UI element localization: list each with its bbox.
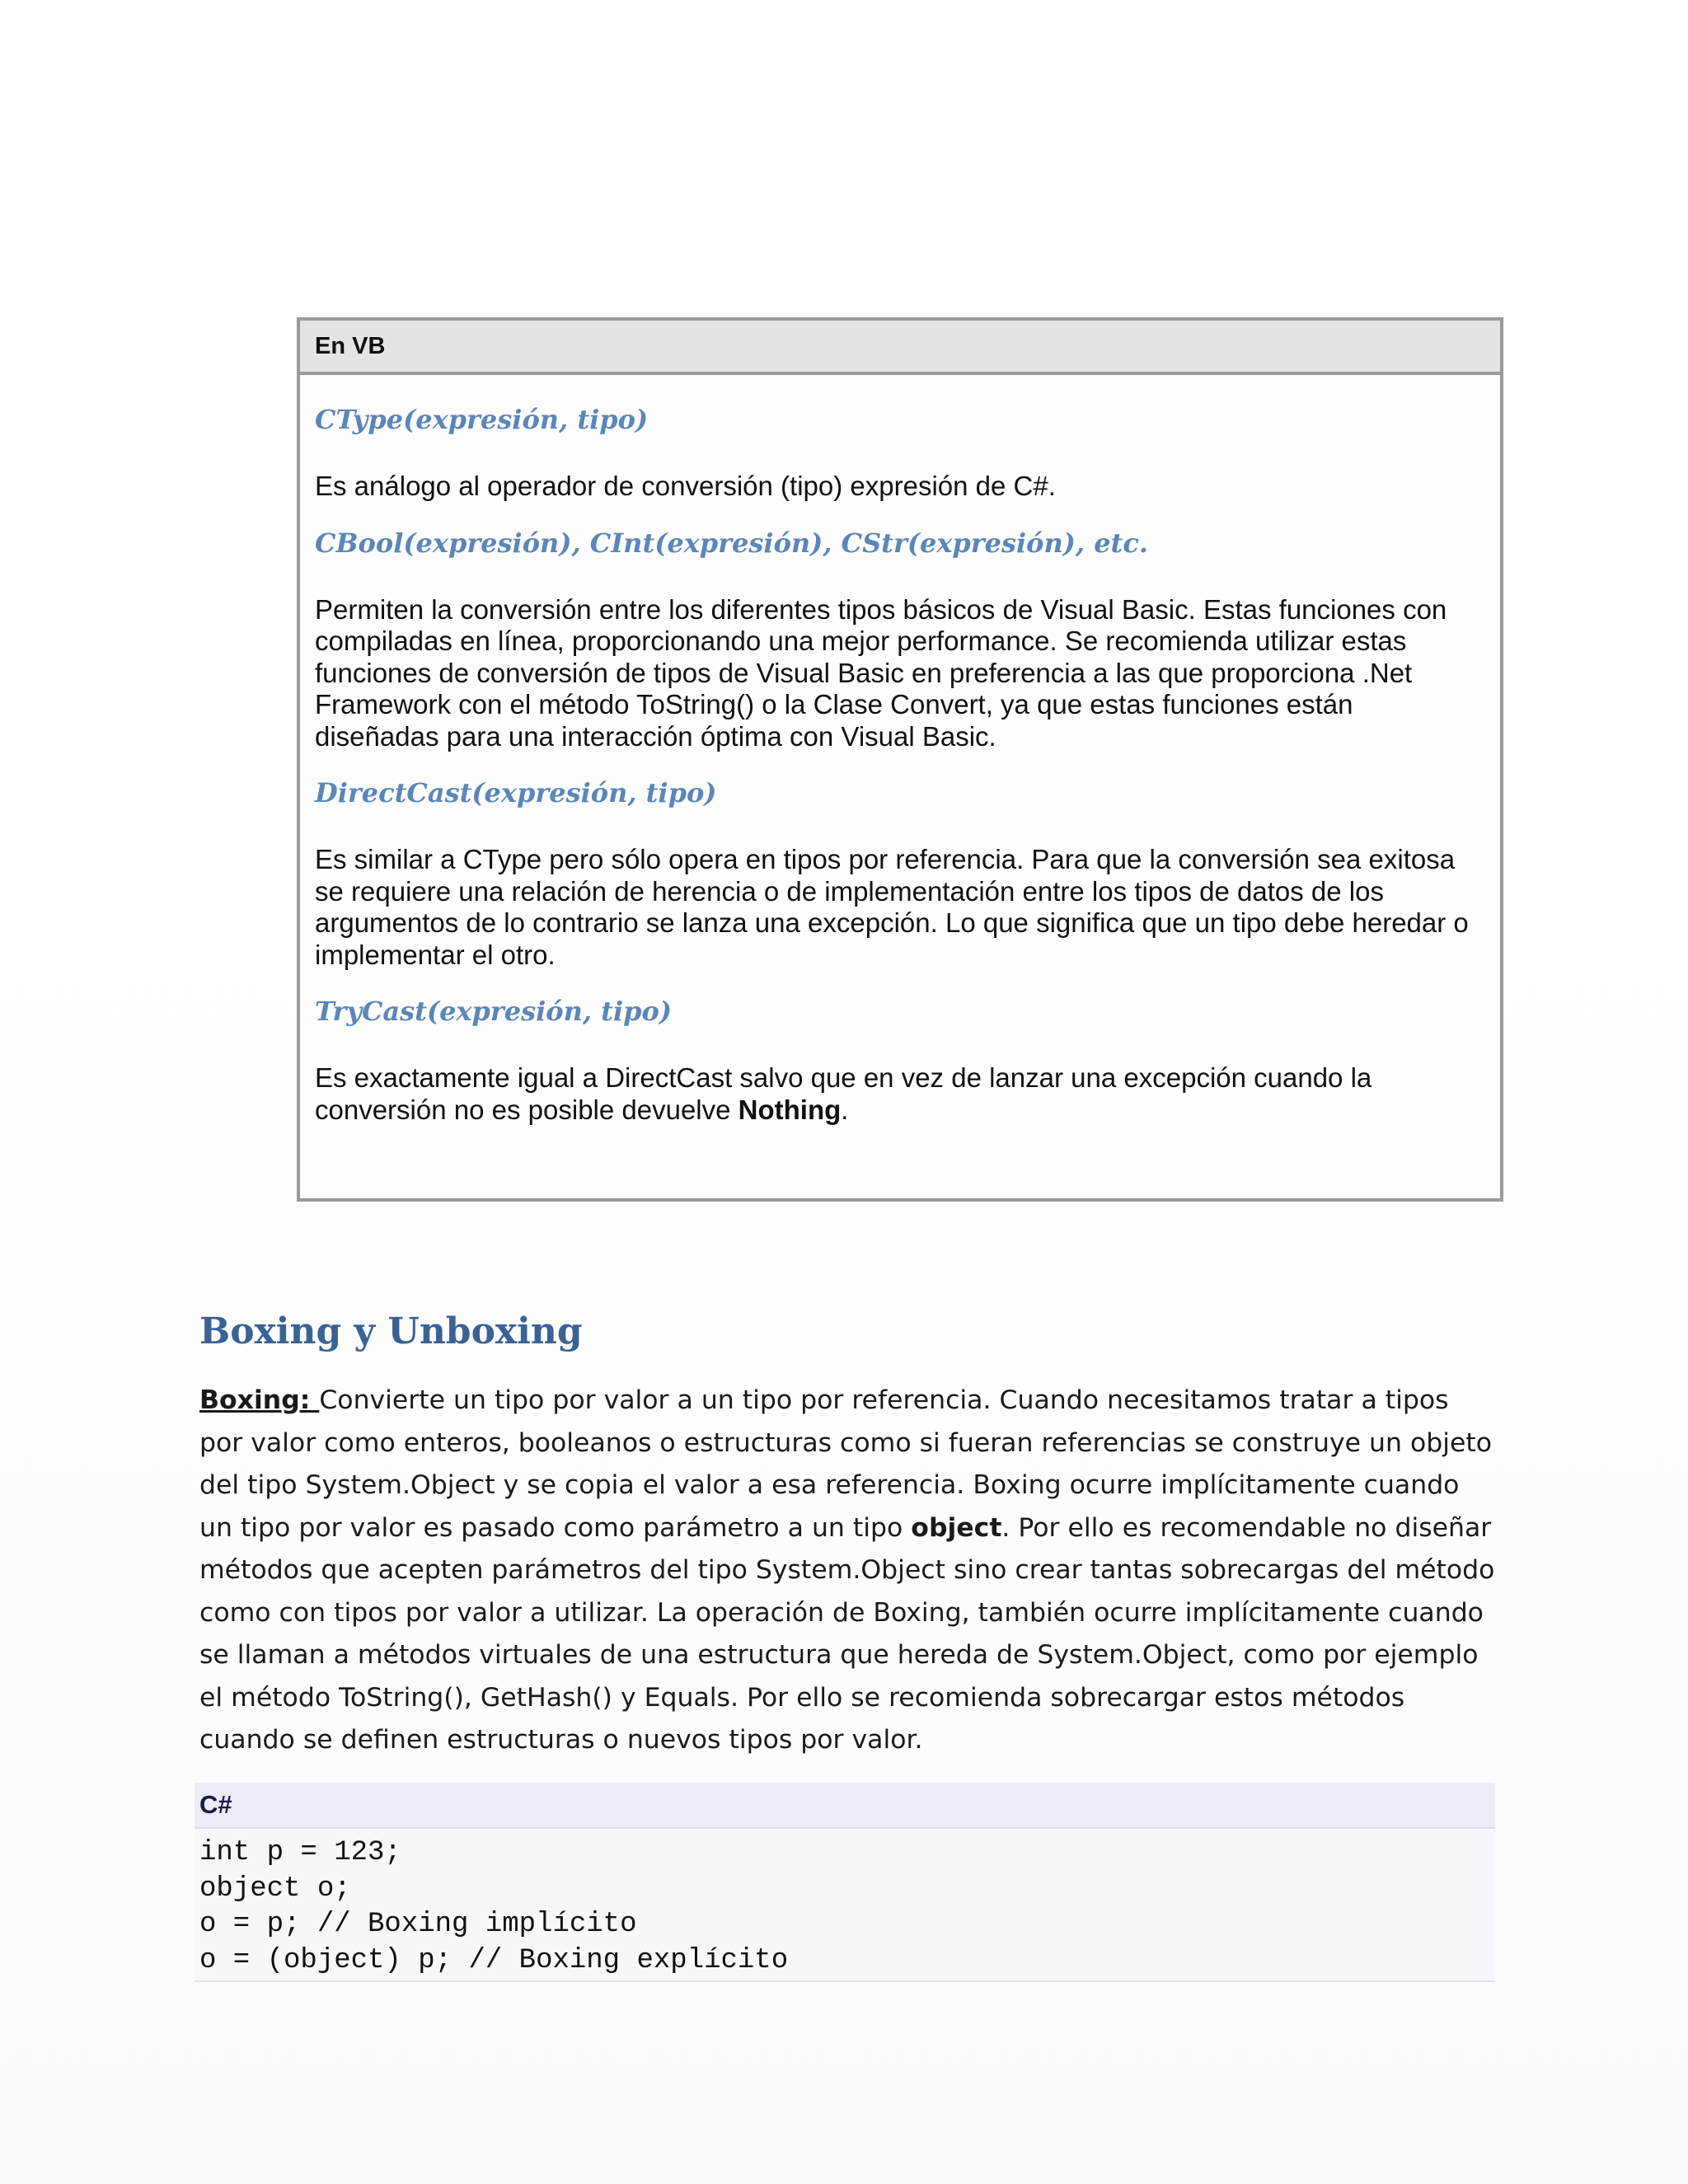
ctype-description: Es análogo al operador de conversión (tipo) expresión de C#. — [315, 471, 1056, 501]
trycast-nothing-keyword: Nothing — [738, 1094, 842, 1125]
code-line: object o; — [199, 1872, 351, 1905]
boxing-text-part1: Convierte un tipo por valor a un tipo por referencia. Cuando necesitamos tratar a tipos por valor como enteros, booleanos o estructuras como si fueran referencias se construye un objeto del tipo System.Object y se copia el valor a esa referencia. Boxing ocurre implícitamente cuando un tipo por valor es pasado como parámetro a un tipo — [199, 1385, 1493, 1543]
code-line: int p = 123; — [199, 1837, 401, 1868]
directcast-title: DirectCast(expresión, tipo) — [315, 777, 717, 808]
directcast-description: Es similar a CType pero sólo opera en tipos por referencia. Para que la conversión sea exitosa se requiere una relación de herencia o de implementación entre los tipos de datos de los argumentos de lo contrario se lanza una excepción. Lo que significa que un tipo debe heredar o implementar el otro. — [315, 844, 1469, 970]
ctype-title: CType(expresión, tipo) — [315, 404, 649, 435]
trycast-title: TryCast(expresión, tipo) — [315, 996, 672, 1027]
vb-box-body — [300, 403, 1500, 1126]
boxing-label: Boxing: — [199, 1385, 320, 1415]
code-line: o = p; // Boxing implícito — [199, 1909, 637, 1940]
boxing-paragraph — [199, 1380, 1498, 1762]
trycast-description-text: Es exactamente igual a DirectCast salvo que en vez de lanzar una excepción cuando la conversión no es posible devuelve — [315, 1062, 1372, 1125]
cbool-title: CBool(expresión), CInt(expresión), CStr(expresión), etc. — [315, 527, 1148, 559]
boxing-text-part2: . Por ello es recomendable no diseñar métodos que acepten parámetros del tipo System.Object sino crear tantas sobrecargas del método como con tipos por valor a utilizar. La operación de Boxing, también ocurre implícitamente cuando se llaman a métodos virtuales de una estructura que hereda de System.Object, como por ejemplo el método ToString(), GetHash() y Equals. Por ello se recomienda sobrecargar estos métodos cuando se definen estructuras o nuevos tipos por valor. — [199, 1512, 1495, 1755]
cbool-description: Permiten la conversión entre los diferentes tipos básicos de Visual Basic. Estas funciones con compiladas en línea, proporcionando una mejor performance. Se recomienda utilizar estas funciones de conversión de tipos de Visual Basic en preferencia a las que proporciona .Net Framework con el método ToString() o la Clase Convert, ya que estas funciones están diseñadas para una interacción óptima con Visual Basic. — [315, 593, 1447, 752]
code-lines — [195, 1829, 1495, 1979]
code-language-label: C# — [195, 1783, 1495, 1829]
code-line: o = (object) p; // Boxing explícito — [199, 1944, 789, 1976]
vb-conversion-box — [297, 317, 1503, 1202]
boxing-object-keyword: object — [911, 1512, 1002, 1543]
section-heading-boxing: Boxing y Unboxing — [199, 1310, 583, 1352]
trycast-description — [315, 1062, 1482, 1126]
vb-box-header: En VB — [300, 321, 1500, 375]
csharp-code-block — [195, 1783, 1495, 1982]
trycast-description-end: . — [841, 1094, 849, 1125]
